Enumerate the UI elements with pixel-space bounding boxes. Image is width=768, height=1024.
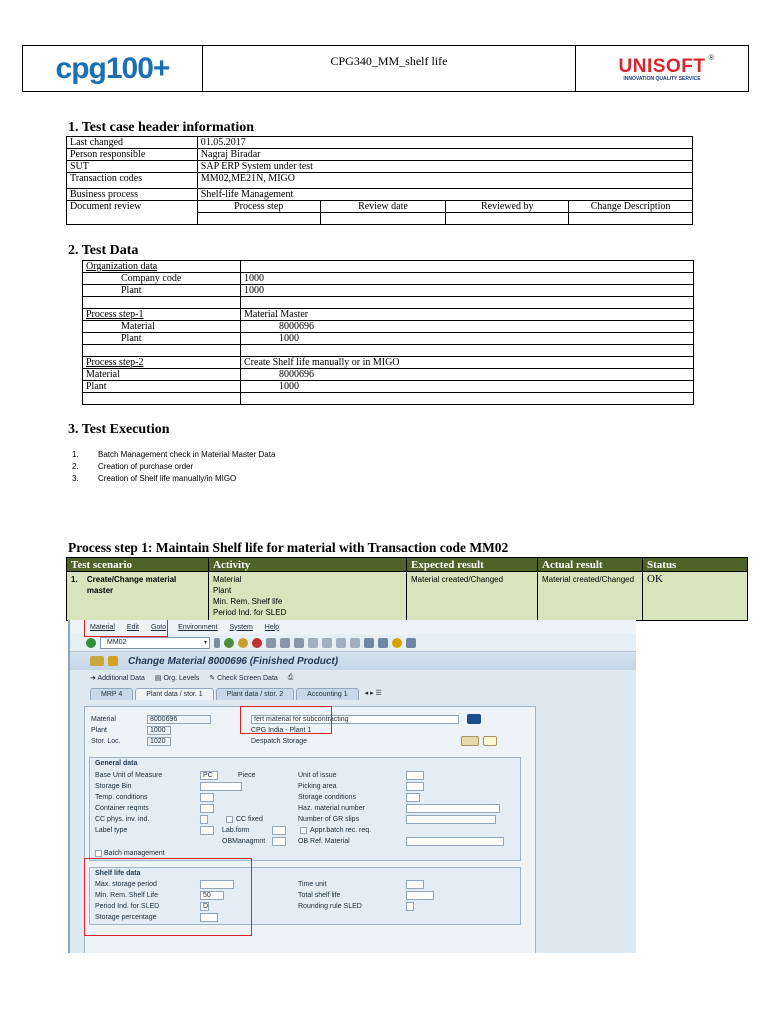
list-text: Creation of purchase order — [98, 462, 194, 471]
base-uom-text: Piece — [238, 772, 256, 779]
storage-bin-label: Storage Bin — [95, 783, 132, 790]
row-value: SAP ERP System under test — [197, 161, 692, 173]
total-shelf-field[interactable] — [406, 891, 434, 900]
base-uom-label: Base Unit of Measure — [95, 772, 163, 779]
plant-value: 1000 — [241, 285, 694, 297]
expected-cell: Material created/Changed — [407, 572, 538, 621]
sap-tab-strip — [70, 686, 636, 700]
review-col-header: Process step — [197, 201, 320, 213]
dropdown-icon[interactable] — [108, 656, 118, 666]
storage-cond-field[interactable] — [406, 793, 420, 802]
org-levels-label: Org. Levels — [163, 675, 200, 682]
table-row — [83, 369, 694, 381]
general-data-group — [89, 757, 521, 861]
step2-plant-value: 1000 — [241, 381, 694, 393]
step2-material-label: Material — [83, 369, 241, 381]
step1-material-value: 8000696 — [241, 321, 694, 333]
command-field[interactable] — [100, 637, 210, 649]
batch-management-checkbox[interactable] — [95, 850, 102, 857]
tab-plant-data-stor-1[interactable]: Plant data / stor. 1 — [135, 688, 213, 700]
new-session-icon[interactable] — [364, 638, 374, 648]
enter-icon[interactable] — [86, 638, 96, 648]
empty-cell — [241, 393, 694, 405]
row-label: Last changed — [67, 137, 198, 149]
list-number: 2. — [72, 462, 79, 471]
sap-screenshot — [68, 620, 636, 953]
find-next-icon[interactable] — [294, 638, 304, 648]
actual-cell: Material created/Changed — [538, 572, 643, 621]
list-item — [72, 462, 275, 474]
menu-item-edit[interactable]: Edit — [126, 623, 139, 631]
document-header — [22, 45, 749, 92]
document-icon[interactable] — [483, 736, 497, 746]
table-header-row — [67, 558, 748, 572]
next-page-icon[interactable] — [336, 638, 346, 648]
empty-cell — [83, 393, 241, 405]
temp-cond-field[interactable] — [200, 793, 214, 802]
material-label: Material — [91, 716, 116, 723]
label-type-field[interactable] — [200, 826, 214, 835]
table-row — [67, 173, 693, 189]
document-title: CPG340_MM_shelf life — [203, 46, 576, 91]
appr-batch-label: Appr.batch rec. req. — [310, 827, 372, 834]
check-screen-data-label: Check Screen Data — [217, 675, 278, 682]
table-row — [83, 297, 694, 309]
storage-pct-label: Storage percentage — [95, 914, 157, 921]
unisoft-tagline: INNOVATION QUALITY SERVICE — [623, 75, 701, 82]
highlight-shelf-life-data — [84, 858, 252, 936]
sap-app-toolbar — [70, 670, 636, 686]
tab-plant-data-stor-2[interactable]: Plant data / stor. 2 — [216, 688, 294, 700]
lab-form-label: Lab.form — [222, 827, 250, 834]
company-code-value: 1000 — [241, 273, 694, 285]
gr-slips-label: Number of GR slips — [298, 816, 360, 823]
table-row — [67, 161, 693, 173]
process-step-heading: Process step 1: Maintain Shelf life for material with Transaction code MM02 — [68, 540, 509, 555]
table-row — [83, 321, 694, 333]
table-row — [67, 137, 693, 149]
scenario-cell — [67, 572, 209, 621]
row-label: SUT — [67, 161, 198, 173]
gr-slips-field[interactable] — [406, 815, 496, 824]
table-row — [83, 381, 694, 393]
col-header: Status — [643, 558, 748, 572]
additional-data-button[interactable]: ➜ Additional Data — [90, 675, 145, 682]
label-type-label: Label type — [95, 827, 128, 834]
step1-plant-label: Plant — [83, 333, 241, 345]
table-row — [83, 273, 694, 285]
step1-label: Process step-1 — [83, 309, 241, 321]
scenario-text: Create/Change material master — [86, 575, 177, 595]
table-row — [83, 285, 694, 297]
menu-item-goto[interactable]: Goto — [150, 623, 167, 631]
cancel-icon[interactable] — [252, 638, 262, 648]
plant-label: Plant — [83, 285, 241, 297]
table-row — [67, 189, 693, 201]
process-step-table — [66, 557, 748, 621]
storloc-label: Stor. Loc. — [91, 738, 121, 745]
container-label: Container reqmts — [95, 805, 149, 812]
table-row — [83, 345, 694, 357]
unit-issue-label: Unit of issue — [298, 772, 337, 779]
picking-area-field[interactable] — [406, 782, 424, 791]
base-uom-field[interactable]: PC — [200, 771, 218, 780]
row-label: Transaction codes — [67, 173, 198, 189]
table-row — [83, 393, 694, 405]
plant-label: Plant — [91, 727, 107, 734]
activity-cell — [209, 572, 407, 621]
ob-label: OBManagmnt — [222, 838, 266, 845]
exit-icon[interactable] — [238, 638, 248, 648]
first-page-icon[interactable] — [308, 638, 318, 648]
table-row — [67, 149, 693, 161]
time-unit-field[interactable] — [406, 880, 424, 889]
empty-cell — [241, 261, 694, 273]
table-row — [83, 333, 694, 345]
cc-fixed-checkbox[interactable] — [226, 816, 233, 823]
period-ind-label: Period Ind. for SLED — [95, 903, 160, 910]
temp-cond-label: Temp. conditions — [95, 794, 148, 801]
activity-item: Material — [213, 575, 242, 584]
plant-field: 1000 — [147, 726, 171, 735]
step2-value: Create Shelf life manually or in MIGO — [241, 357, 694, 369]
ob-field[interactable] — [272, 837, 286, 846]
tab-scroll-buttons[interactable]: ◂ ▸ ☰ — [364, 690, 382, 697]
step2-material-value: 8000696 — [241, 369, 694, 381]
company-code-label: Company code — [83, 273, 241, 285]
unisoft-logo — [576, 46, 748, 91]
rounding-label: Rounding rule SLED — [298, 903, 362, 910]
menu-item-system[interactable]: System — [229, 623, 253, 631]
empty-cell — [446, 213, 569, 225]
plant-description: CPG India - Plant 1 — [251, 727, 312, 734]
cc-phys-field[interactable] — [200, 815, 208, 824]
glasses-icon[interactable] — [90, 656, 104, 666]
find-icon[interactable] — [280, 638, 290, 648]
list-number: 1. — [72, 450, 79, 459]
tab-accounting-1[interactable]: Accounting 1 — [296, 688, 358, 700]
glasses-button-icon[interactable] — [461, 736, 479, 746]
back-icon[interactable] — [224, 638, 234, 648]
period-ind-field[interactable]: D — [200, 902, 209, 911]
step2-plant-label: Plant — [83, 381, 241, 393]
prev-page-icon[interactable] — [322, 638, 332, 648]
review-label: Document review — [67, 201, 198, 225]
layout-icon[interactable] — [406, 638, 416, 648]
menu-item-material[interactable]: Material — [90, 623, 115, 631]
time-unit-label: Time unit — [298, 881, 327, 888]
test-data-table — [82, 260, 694, 405]
material-field: 8000696 — [147, 715, 211, 724]
row-value: 01.05.2017 — [197, 137, 692, 149]
org-levels-button[interactable]: ▤ Org. Levels — [154, 675, 200, 682]
print-icon[interactable] — [266, 638, 276, 648]
table-row — [83, 309, 694, 321]
lab-form-field[interactable] — [272, 826, 286, 835]
container-field[interactable] — [200, 804, 214, 813]
highlight-command-field — [84, 620, 168, 637]
section2-heading: 2. Test Data — [68, 243, 139, 258]
storloc-field: 1020 — [147, 737, 171, 746]
scenario-number: 1. — [71, 575, 78, 584]
cc-phys-label: CC phys. inv. ind. — [95, 816, 150, 823]
total-shelf-label: Total shelf life — [298, 892, 341, 899]
shelf-life-title: Shelf life data — [95, 870, 141, 877]
table-row — [67, 572, 748, 621]
last-page-icon[interactable] — [350, 638, 360, 648]
storloc-description: Despatch Storage — [251, 738, 308, 745]
batch-management-label: Batch management — [104, 850, 165, 857]
org-data-label: Organization data — [83, 261, 241, 273]
empty-cell — [241, 297, 694, 309]
cpg-logo — [23, 46, 203, 91]
menu-item-help[interactable]: Help — [264, 623, 280, 631]
list-text: Batch Management check in Material Master Data — [98, 450, 276, 459]
haz-material-field[interactable] — [406, 804, 500, 813]
unit-issue-field[interactable] — [406, 771, 424, 780]
min-rem-field[interactable]: 50 — [200, 891, 224, 900]
check-screen-data-button[interactable]: ✎ Check Screen Data — [209, 675, 278, 682]
list-item — [72, 474, 275, 486]
table-row — [83, 357, 694, 369]
info-icon[interactable] — [467, 714, 481, 724]
registered-mark: ® — [708, 52, 715, 62]
row-value: Nagraj Biradar — [197, 149, 692, 161]
general-data-title: General data — [95, 760, 138, 767]
empty-cell — [320, 213, 446, 225]
storage-cond-label: Storage conditions — [298, 794, 356, 801]
empty-cell — [241, 345, 694, 357]
header-info-table — [66, 136, 693, 225]
col-header: Activity — [209, 558, 407, 572]
material-description-field[interactable]: fert material for subcontracting — [251, 715, 459, 724]
step1-plant-value: 1000 — [241, 333, 694, 345]
max-storage-label: Max. storage period — [95, 881, 157, 888]
activity-item: Min. Rem. Shelf life — [213, 597, 283, 606]
section3-heading: 3. Test Execution — [68, 422, 170, 437]
unisoft-logo-text: UNISOFT — [618, 55, 706, 77]
list-item — [72, 450, 275, 462]
cpg-logo-text: cpg100+ — [55, 51, 170, 85]
list-text: Creation of Shelf life manually/in MIGO — [98, 474, 237, 483]
activity-item: Plant — [213, 586, 232, 595]
storage-bin-field[interactable] — [200, 782, 242, 791]
chevron-down-icon[interactable]: ▾ — [203, 639, 207, 646]
col-header: Test scenario — [67, 558, 209, 572]
tab-mrp4[interactable]: MRP 4 — [90, 688, 133, 700]
ob-ref-label: OB Ref. Material — [298, 838, 350, 845]
cc-fixed-label: CC fixed — [236, 816, 263, 823]
empty-cell — [197, 213, 320, 225]
execution-list — [72, 450, 275, 486]
row-label: Person responsible — [67, 149, 198, 161]
review-col-header: Change Description — [569, 201, 693, 213]
activity-item: Period Ind. for SLED — [213, 608, 287, 617]
additional-data-label: Additional Data — [97, 675, 145, 682]
step2-label: Process step-2 — [83, 357, 241, 369]
row-value: MM02,ME21N, MIGO — [197, 173, 692, 189]
list-number: 3. — [72, 474, 79, 483]
rounding-field[interactable] — [406, 902, 414, 911]
picking-area-label: Picking area — [298, 783, 337, 790]
highlight-material-description — [240, 706, 332, 734]
review-col-header: Reviewed by — [446, 201, 569, 213]
haz-material-label: Haz. material number — [298, 805, 365, 812]
min-rem-label: Min. Rem. Shelf Life — [95, 892, 159, 899]
step1-value: Material Master — [241, 309, 694, 321]
empty-cell — [83, 297, 241, 309]
section1-heading: 1. Test case header information — [68, 120, 255, 135]
table-row — [67, 201, 693, 213]
help-icon[interactable] — [392, 638, 402, 648]
col-header: Actual result — [538, 558, 643, 572]
review-col-header: Review date — [320, 201, 446, 213]
command-value: MM02 — [107, 638, 127, 646]
table-row — [83, 261, 694, 273]
appr-batch-checkbox[interactable] — [300, 827, 307, 834]
shortcut-icon[interactable] — [378, 638, 388, 648]
menu-item-environment[interactable]: Environment — [178, 623, 218, 631]
row-value: Shelf-life Management — [197, 189, 692, 201]
step1-material-label: Material — [83, 321, 241, 333]
empty-cell — [569, 213, 693, 225]
row-label: Business process — [67, 189, 198, 201]
col-header: Expected result — [407, 558, 538, 572]
print-icon[interactable]: ⎙ — [287, 674, 294, 681]
ob-ref-field[interactable] — [406, 837, 504, 846]
sap-title-bar — [70, 652, 636, 670]
status-cell: OK — [643, 572, 748, 621]
empty-cell — [83, 345, 241, 357]
sap-screen-title: Change Material 8000696 (Finished Product) — [128, 655, 339, 667]
back-arrow-icon[interactable] — [214, 638, 220, 648]
